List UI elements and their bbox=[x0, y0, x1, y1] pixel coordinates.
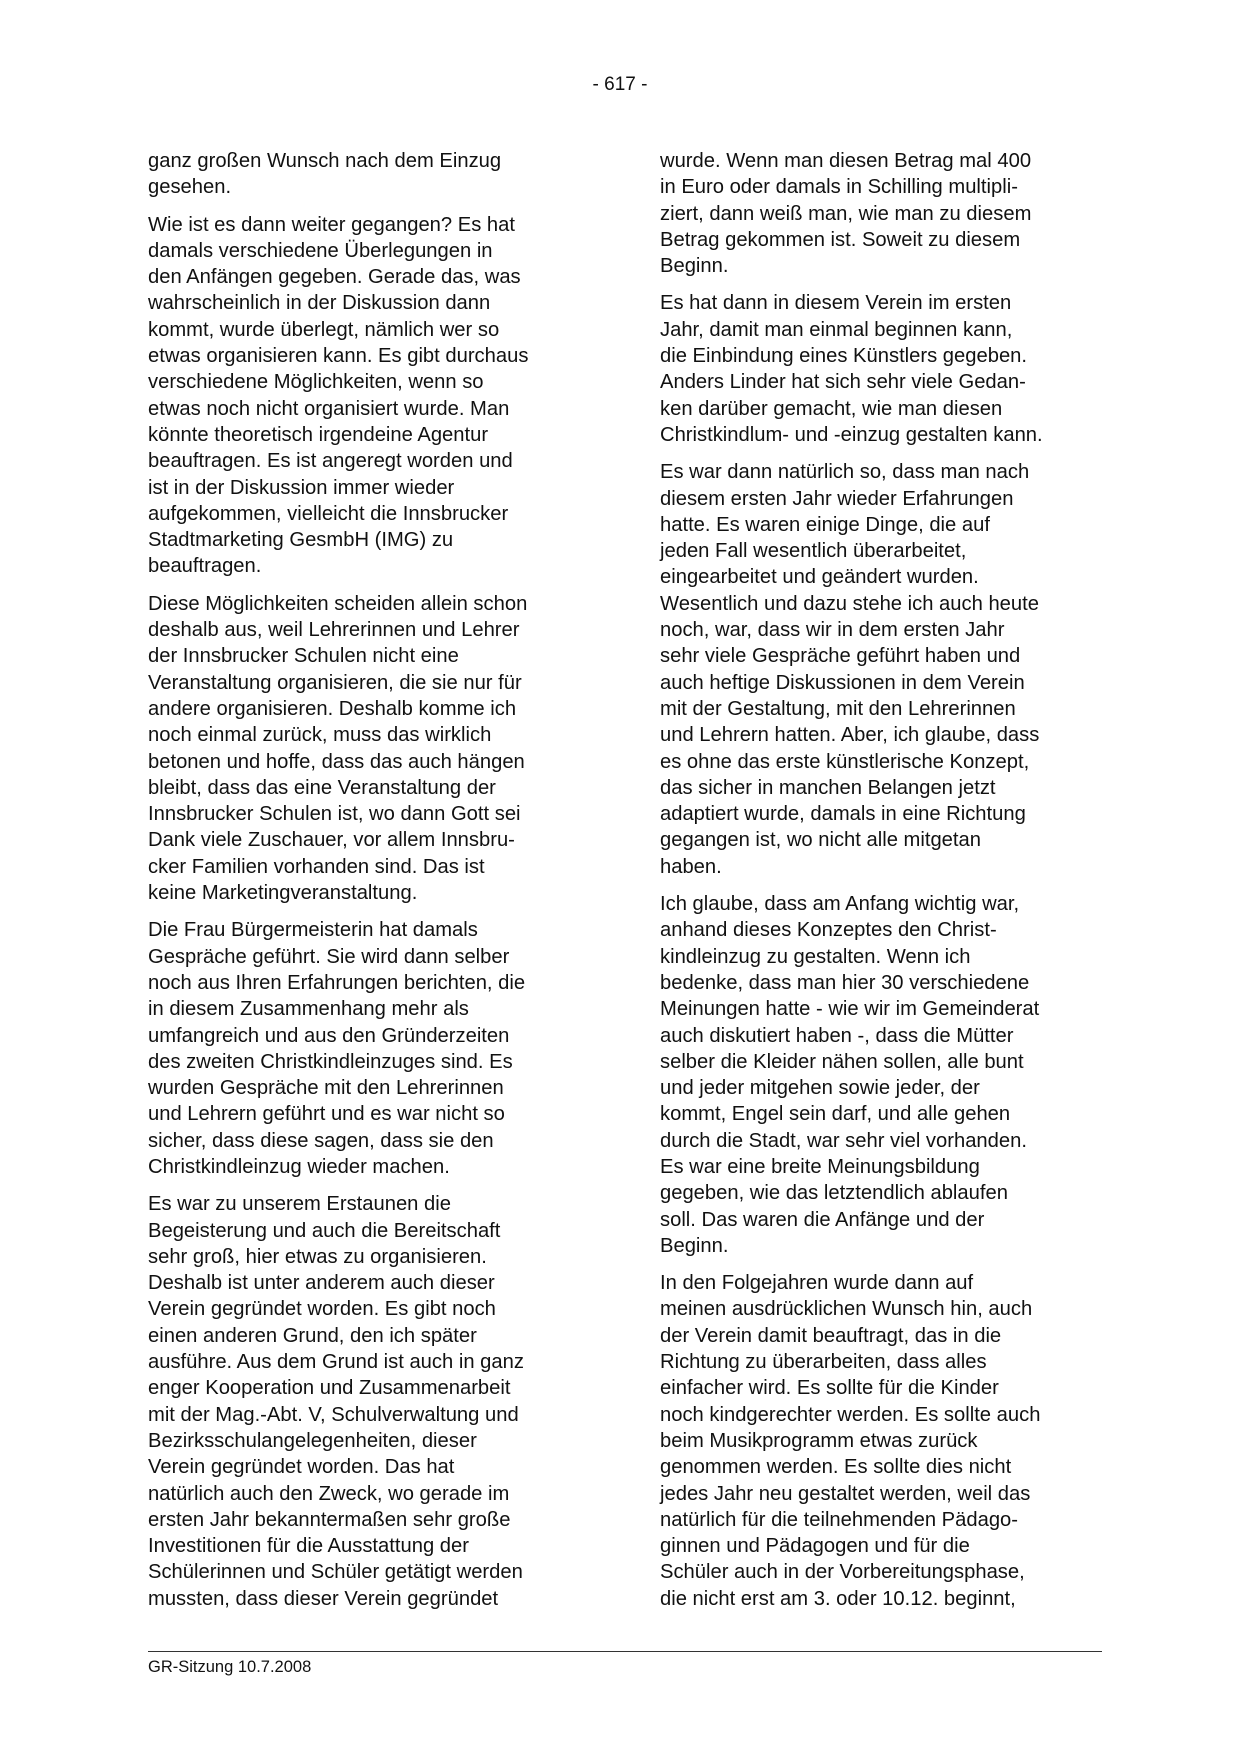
footer-divider bbox=[148, 1651, 1102, 1652]
paragraph: Diese Möglichkeiten scheiden allein schon deshalb aus, weil Lehrerinnen und Lehrer der Innsbrucker Schulen nicht eine Veranstaltung organisieren, die sie nur für andere organisieren. Deshalb komme ich noch einmal zurück, muss das wirklich betonen und hoffe, dass das auch hängen bleibt, dass das eine Veranstaltung der Innsbrucker Schulen ist, wo dann Gott sei Dank viele Zuschauer, vor allem Innsbru- cker Familien vorhanden sind. Das ist keine Marketingveranstaltung. bbox=[148, 592, 528, 905]
right-column bbox=[660, 148, 1100, 1623]
footer-session-date: GR-Sitzung 10.7.2008 bbox=[148, 1658, 312, 1676]
paragraph: Die Frau Bürgermeisterin hat damals Gespräche geführt. Sie wird dann selber noch aus Ihren Erfahrungen berichten, die in diesem Zusammenhang mehr als umfangreich und aus den Gründerzeiten des zweiten Christkindleinzuges sind. Es wurden Gespräche mit den Lehrerinnen und Lehrern geführt und es war nicht so sicher, dass diese sagen, dass sie den Christkindleinzug wieder machen. bbox=[148, 919, 526, 1178]
left-column bbox=[148, 148, 588, 1623]
paragraph: Wie ist es dann weiter gegangen? Es hat damals verschiedene Überlegungen in den Anfängen gegeben. Gerade das, was wahrscheinlich in der Diskussion dann kommt, wurde überlegt, nämlich wer so etwas organisieren kann. Es gibt durchaus verschiedene Möglichkeiten, wenn so etwas noch nicht organisiert wurde. Man könnte theoretisch irgendeine Agentur beauftragen. Es ist angeregt worden und ist in der Diskussion immer wieder aufgekommen, vielleicht die Innsbrucker Stadtmarketing GesmbH (IMG) zu beauftragen. bbox=[148, 213, 529, 578]
page-number: - 617 - bbox=[592, 74, 648, 95]
paragraph: In den Folgejahren wurde dann auf meinen ausdrücklichen Wunsch hin, auch der Verein damit beauftragt, das in die Richtung zu überarbeiten, dass alles einfacher wird. Es sollte für die Kinder noch kindgerechter werden. Es sollte auch beim Musikprogramm etwas zurück genommen werden. Es sollte dies nicht jedes Jahr neu gestaltet werden, weil das natürlich für die teilnehmenden Pädago- ginnen und Pädagogen und für die Schüler auch in der Vorbereitungsphase, die nicht erst am 3. oder 10.12. beginnt, bbox=[660, 1272, 1041, 1610]
paragraph: Es hat dann in diesem Verein im ersten Jahr, damit man einmal beginnen kann, die Einbindung eines Künstlers gegeben. Anders Linder hat sich sehr viele Gedan- ken darüber gemacht, wie man diesen Christkindlum- und -einzug gestalten kann. bbox=[660, 292, 1043, 446]
paragraph: Ich glaube, dass am Anfang wichtig war, anhand dieses Konzeptes den Christ- kindleinzug zu gestalten. Wenn ich bedenke, dass man hier 30 verschiedene Meinungen hatte - wie wir im Gemeinderat auch diskutiert haben -, dass die Mütter selber die Kleider nähen sollen, alle bunt und jeder mitgehen sowie jeder, der kommt, Engel sein darf, und alle gehen durch die Stadt, war sehr viel vorhanden. Es war eine breite Meinungsbildung gegeben, wie das letztendlich ablaufen soll. Das waren die Anfänge und der Beginn. bbox=[660, 893, 1040, 1257]
paragraph: Es war dann natürlich so, dass man nach diesem ersten Jahr wieder Erfahrungen hatte. Es waren einige Dinge, die auf jeden Fall wesentlich überarbeitet, eingearbeitet und geändert wurden. Wesentlich und dazu stehe ich auch heute noch, war, dass wir in dem ersten Jahr sehr viele Gespräche geführt haben und auch heftige Diskussionen in dem Verein mit der Gestaltung, mit den Lehrerinnen und Lehrern hatten. Aber, ich glaube, dass es ohne das erste künstlerische Konzept, das sicher in manchen Belangen jetzt adaptiert wurde, damals in eine Richtung gegangen ist, wo nicht alle mitgetan haben. bbox=[660, 461, 1040, 878]
paragraph: Es war zu unserem Erstaunen die Begeisterung und auch die Bereitschaft sehr groß, hier etwas zu organisieren. Deshalb ist unter anderem auch dieser Verein gegründet worden. Es gibt noch einen anderen Grund, den ich später ausführe. Aus dem Grund ist auch in ganz enger Kooperation und Zusammenarbeit mit der Mag.-Abt. V, Schulverwaltung und Bezirksschulangelegenheiten, dieser Verein gegründet worden. Das hat natürlich auch den Zweck, wo gerade im ersten Jahr bekanntermaßen sehr große Investitionen für die Ausstattung der Schülerinnen und Schüler getätigt werden mussten, dass dieser Verein gegründet bbox=[148, 1193, 524, 1610]
paragraph: wurde. Wenn man diesen Betrag mal 400 in Euro oder damals in Schilling multipli- ziert, dann weiß man, wie man zu diesem Betrag gekommen ist. Soweit zu diesem Beginn. bbox=[660, 150, 1032, 278]
paragraph: ganz großen Wunsch nach dem Einzug gesehen. bbox=[148, 150, 502, 199]
